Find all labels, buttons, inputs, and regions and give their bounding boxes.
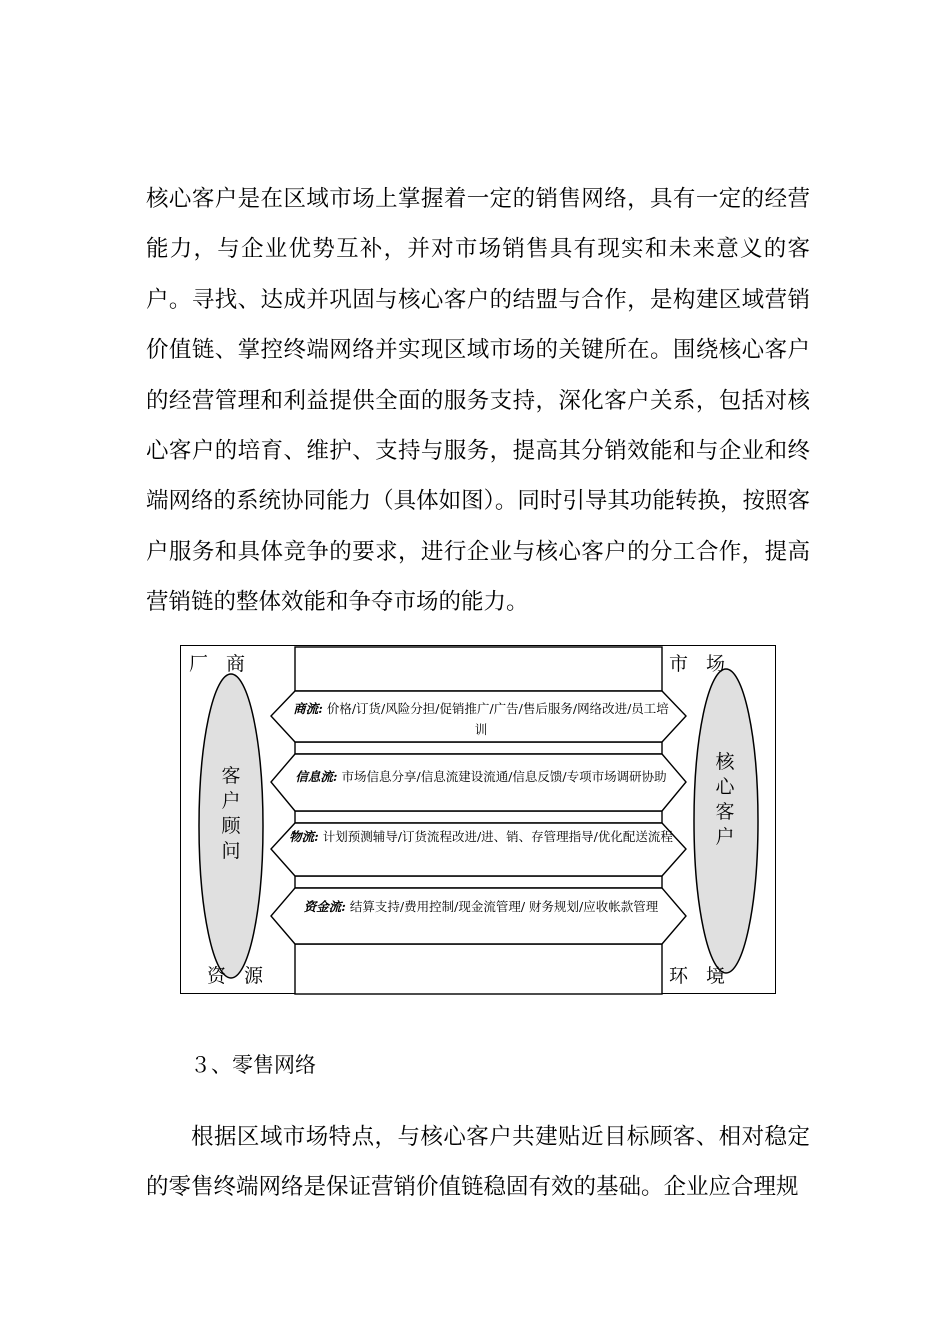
flow-text-capital [289,896,673,917]
body-paragraph-2: 根据区域市场特点，与核心客户共建贴近目标顾客、相对稳定的零售终端网络是保证营销价值链稳固有效的基础。企业应合理规 [146,1124,810,1201]
section-heading: ３、零售网络 [190,1053,316,1077]
corner-label-environment: 环境 [669,965,744,987]
flow-heading: 商流: [293,701,323,716]
flow-text-information [289,766,673,787]
flow-heading: 物流: [289,829,319,844]
corner-label-resources: 资源 [207,965,282,987]
body-paragraph-1: 核心客户是在区域市场上掌握着一定的销售网络，具有一定的经营能力，与企业优势互补，并对市场销售具有现实和未来意义的客户。寻找、达成并巩固与核心客户的结盟与合作，是构建区域营销价值链、掌控终端网络并实现区域市场的关键所在。围绕核心客户的经营管理和利益提供全面的服务支持，深化客户关系，包括对核心客户的培育、维护、支持与服务，提高其分销效能和与企业和终端网络的系统协同能力（具体如图）。同时引导其功能转换，按照客户服务和具体竞争的要求，进行企业与核心客户的分工合作，提高营销链的整体效能和争夺市场的能力。 [146,186,810,616]
core-customer-diagram [180,645,776,994]
bottom-bar [295,944,662,994]
flow-body: 市场信息分享/信息流建设流通/信息反馈/专项市场调研协助 [341,769,667,784]
flow-text-logistics [289,826,673,847]
corner-label-manufacturer: 厂商 [189,653,264,675]
separator-bar-3 [295,876,662,888]
separator-bar-2 [295,811,662,823]
core-customer-label: 核心客户 [715,751,735,848]
flow-heading: 资金流: [303,899,346,914]
separator-bar-1 [295,742,662,754]
customer-advisor-label: 客户顾问 [221,765,241,862]
flow-heading: 信息流: [295,769,338,784]
flow-text-commerce [289,698,673,740]
top-bar [295,647,662,691]
flow-body: 价格/订货/风险分担/促销推广/广告/售后服务/网络改进/员工培训 [326,701,669,737]
corner-label-market: 市场 [669,653,744,675]
flow-body: 结算支持/费用控制/现金流管理/ 财务规划/应收帐款管理 [349,899,659,914]
flow-body: 计划预测辅导/订货流程改进/进、销、存管理指导/优化配送流程 [322,829,673,844]
